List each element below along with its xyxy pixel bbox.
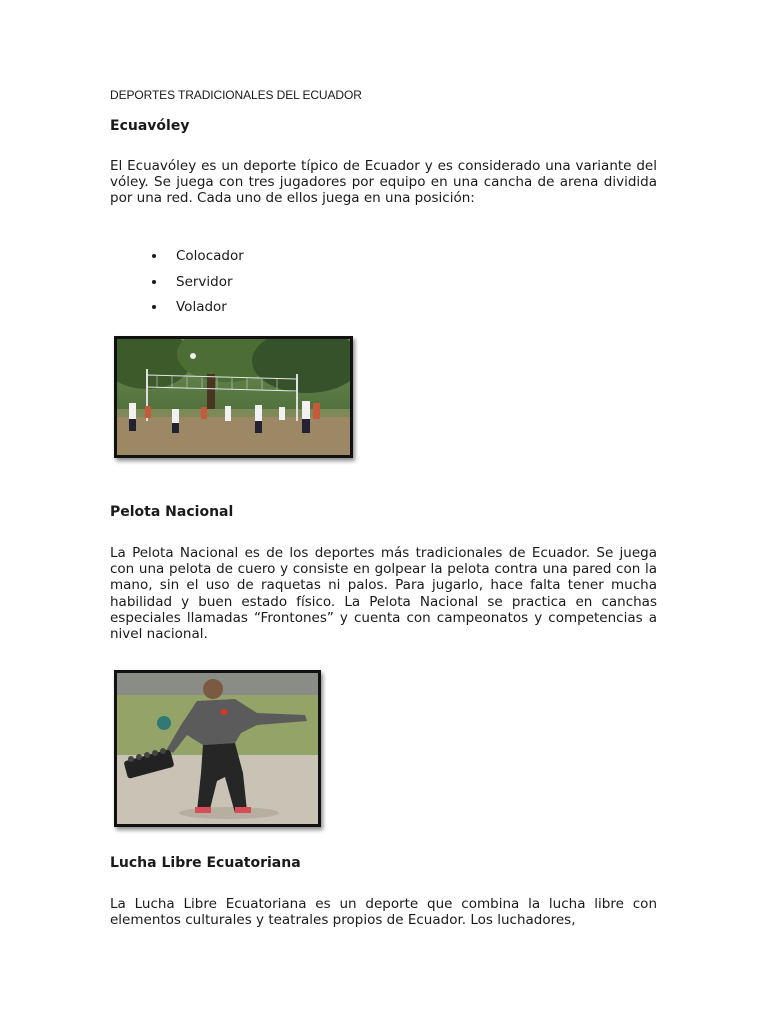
list-item <box>148 272 244 298</box>
section-paragraph-pelota-nacional: La Pelota Nacional es de los deportes más tradicionales de Ecuador. Se juega con una pelota de cuero y consiste en golpear la pelota contra una pared con la mano, sin el uso de raquetas ni palos. Para jugarlo, hace falta tener mucha habilidad y buen estado físico. La Pelota Nacional se practica en canchas especiales llamadas “Frontones” y cuenta con campeonatos y competencias a nivel nacional. <box>110 545 657 643</box>
list-item <box>148 246 244 272</box>
list-item-text: Volador <box>176 299 227 315</box>
bullet-icon <box>152 254 156 258</box>
section-heading-lucha-libre: Lucha Libre Ecuatoriana <box>110 855 301 871</box>
bullet-icon <box>152 305 156 309</box>
document-title: DEPORTES TRADICIONALES DEL ECUADOR <box>110 88 362 102</box>
bullet-icon <box>152 280 156 284</box>
list-item-text: Servidor <box>176 273 233 290</box>
list-item-text: Colocador <box>176 248 244 264</box>
position-list <box>148 246 244 323</box>
pelota-player-photo <box>114 670 321 827</box>
section-paragraph-ecuavoley: El Ecuavóley es un deporte típico de Ecuador y es considerado una variante del vóley. Se juega con tres jugadores por equipo en una cancha de arena dividida por una red. Cada uno de ellos juega en una posición: <box>110 158 657 207</box>
section-heading-pelota-nacional: Pelota Nacional <box>110 504 234 520</box>
volleyball-players-photo <box>114 336 353 458</box>
section-heading-ecuavoley: Ecuavóley <box>110 118 190 134</box>
section-paragraph-lucha-libre: La Lucha Libre Ecuatoriana es un deporte que combina la lucha libre con elementos culturales y teatrales propios de Ecuador. Los luchadores, <box>110 896 657 929</box>
list-item <box>148 297 244 323</box>
